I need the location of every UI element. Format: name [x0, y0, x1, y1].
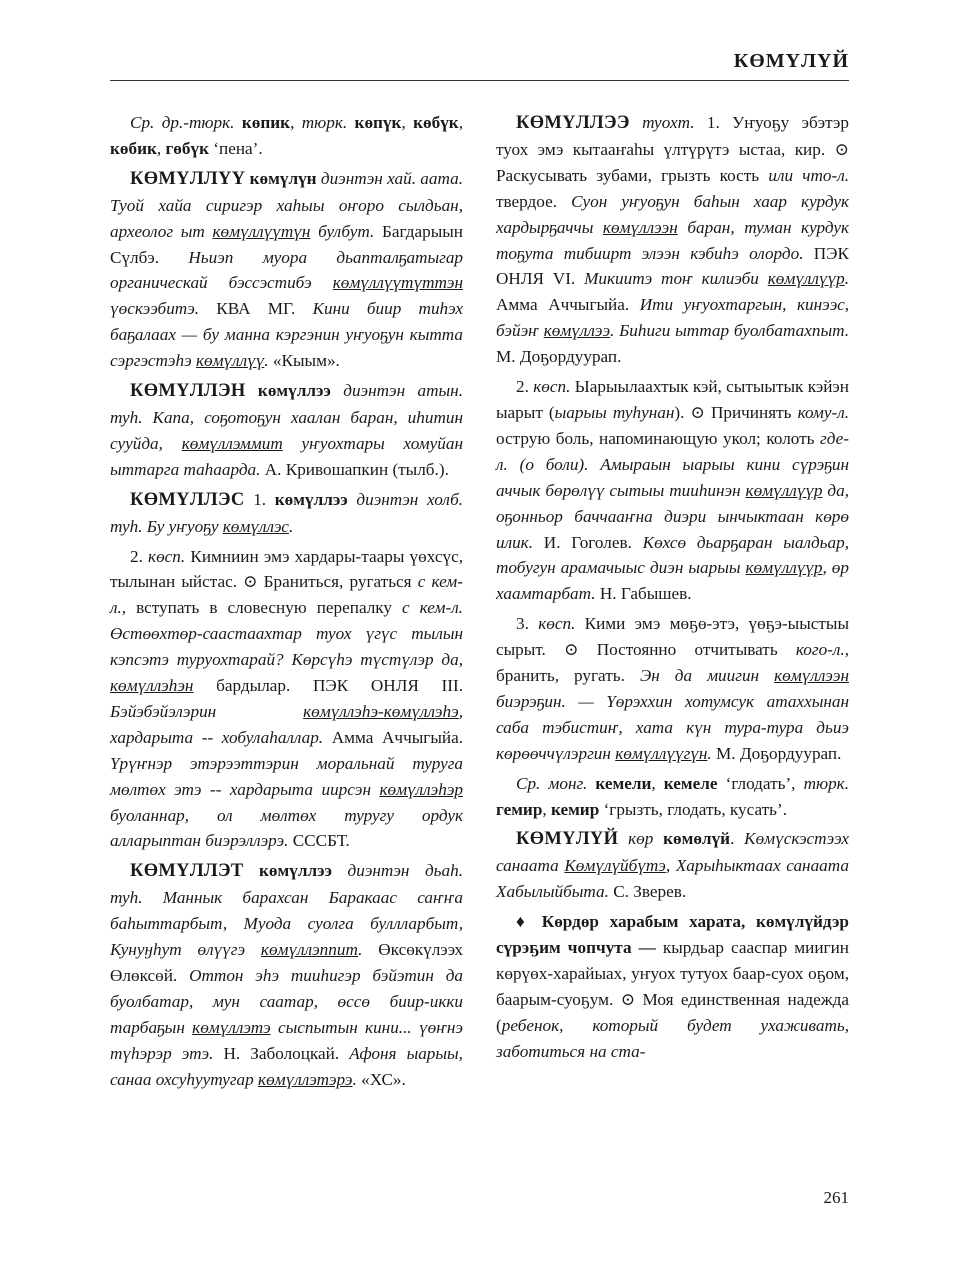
- entry-paragraph: КӨМҮЛЛЭЭ туохт. 1. Уҥуоҕу эбэтэр туох эмэ кытааҥаһы үлтүрүтэ ыстаа, кир. ⊙ Раскусывать зубами, грызть кость или что-л. твердое. Суон уҥуоҕун баһын хаар курдук хардырҕаччы көмүллээн баран, туман курдук тоҕута тибиирт элээн кэбиһэ олордо. ПЭК ОНЛЯ VI. Микиитэ тоҥ килиэби көмүллүүр. Амма Аччыгыйа. Ити уҥуохтаргын, кинээс, бэйэҥ көмүллээ. Биһиги ыттар буолбатахпыт. М. Доҕордуурап.: [496, 113, 850, 367]
- entry-paragraph: КӨМҮЛЛЭТ көмүллээ диэнтэн дьаһ. туһ. Маннык барахсан Баракаас саҥҥа баһыттарбыт, Муода суолга буллларбыт, Кунуӈһут өлүүгэ көмүллэппит. Өксөкүлээх Өлөксөй. Оттон эһэ тииһигэр бэйэтин да буолбатар, мун саатар, өссө биир-икки тарбаҕын көмүллэтэ сыспытын кини... үөҥнэ түһэрэр этэ. Н. Заболоцкай. Афоня ыарыы, санаа охсуһуутугар көмүллэтэрэ. «ХС».: [110, 861, 463, 1089]
- entry-paragraph: Ср. др.-тюрк. көпик, тюрк. көпүк, көбүк, көбик, гөбүк ‘пена’.: [110, 113, 463, 158]
- entry-paragraph: 2. көсп. Кимниин эмэ хардары-таары үөхсүс, тылынан ыйстас. ⊙ Браниться, ругаться с кем-л., вступать в словесную перепалку с кем-л. Өстөөхтөр-саастаахтар туох үгүс тылын кэпсэтэ туруохтарай? Көрсүһэ түстүлэр да, көмүллэһэн бардылар. ПЭК ОНЛЯ III. Бэйэбэйэлэрин көмүллэһэ-көмүллэһэ, хардарыта -- хобулаһаллар. Амма Аччыгыйа. Үрүҥнэр этэрээттэрин моральнай туруга мөлтөх этэ -- хардарыта иирсэн көмүллэһэр буоланнар, ол мөлтөх туругу ордук алларыптан биэрэллэрэ. СССБТ.: [110, 546, 463, 851]
- entry-paragraph: КӨМҮЛҮЙ көр көмөлүй. Көмүскэстээх санаата Көмүлүйбүтэ, Харыһыктаах санаата Хабылыйбыта. С. Зверев.: [496, 829, 850, 902]
- columns: [110, 110, 849, 1170]
- header-rule: [110, 80, 849, 81]
- entry-paragraph: 3. көсп. Кими эмэ мөҕө-этэ, үөҕэ-ыыстыы сырыт. ⊙ Постоянно отчитывать кого-л., бранить, ругать. Эн да миигин көмүллээн биэрэҕин. — Үөрэххин хотумсук атаххынан саба тэбистиҥ, хата күн тура-тура дьиэ көрөөччүлэргин көмүллүүгүн. М. Доҕордуурап.: [496, 614, 850, 763]
- entry-paragraph: 2. көсп. Ыарыылаахтык кэй, сытыытык кэйэн ыарыт (ыарыы туһунан). ⊙ Причинять кому-л. острую боль, напоминающую укол; колоть где-л. (о боли). Амыраын ыарыы кини сүрэҕин аччык бөрөлүү сытыы тииһинэн көмүллүүр да, оҕонньор баччааҥна диэри ынчыктаан көрө илик. И. Гоголев. Көхсө дьарҕаран ыалдьар, тобугун арамачыыс диэн ыарыы көмүллүүр, өр хаамтарбат. Н. Габышев.: [496, 377, 850, 604]
- running-head: КӨМҮЛҮЙ: [733, 50, 849, 72]
- page-number: 261: [823, 1188, 849, 1207]
- entry-paragraph: КӨМҮЛЛЭН көмүллээ диэнтэн атын. туһ. Капа, соҕотоҕун хаалан баран, иһитин сууйда, көмүллэммит уҥуохтары хомуйан ыттарга таһаарда. А. Кривошапкин (тылб.).: [110, 381, 463, 479]
- entry-paragraph: КӨМҮЛЛҮҮ көмүлүн диэнтэн хай. аата. Туой хайа сиригэр хаһыы оҥоро сылдьан, археолог ыт көмүллүүтүн булбут. Багдарыын Сүлбэ. Ньиэп муора дьапталҕатыгар органическай бэссэстибэ көмүллүүтүттэн үөскээбитэ. КВА МГ. Кини биир тиһэх баҕалаах — бу манна кэргэнин уҥуоҕун кытта сэргэстэһэ көмүллүү. «Кыым».: [110, 168, 464, 371]
- right-column: [496, 110, 849, 1170]
- entry-paragraph: ♦ Көрдөр харабым харата, көмүлүйдэр сүрэҕим чопчута — кырдьар сааспар миигин көрүөх-харайыах, уҥуох тутуох баар-суох оҕом, баарым-суоҕум. ⊙ Моя единственная надежда (ребенок, который будет ухаживать, заботиться на ста-: [496, 912, 849, 1061]
- entry-paragraph: Ср. монг. кемели, кемеле ‘глодать’, тюрк. гемир, кемир ‘грызть, глодать, кусать’.: [496, 773, 850, 819]
- left-column: [110, 110, 463, 1170]
- entry-paragraph: КӨМҮЛЛЭС 1. көмүллээ диэнтэн холб. туһ. Бу уҥуоҕу көмүллэс.: [110, 489, 464, 536]
